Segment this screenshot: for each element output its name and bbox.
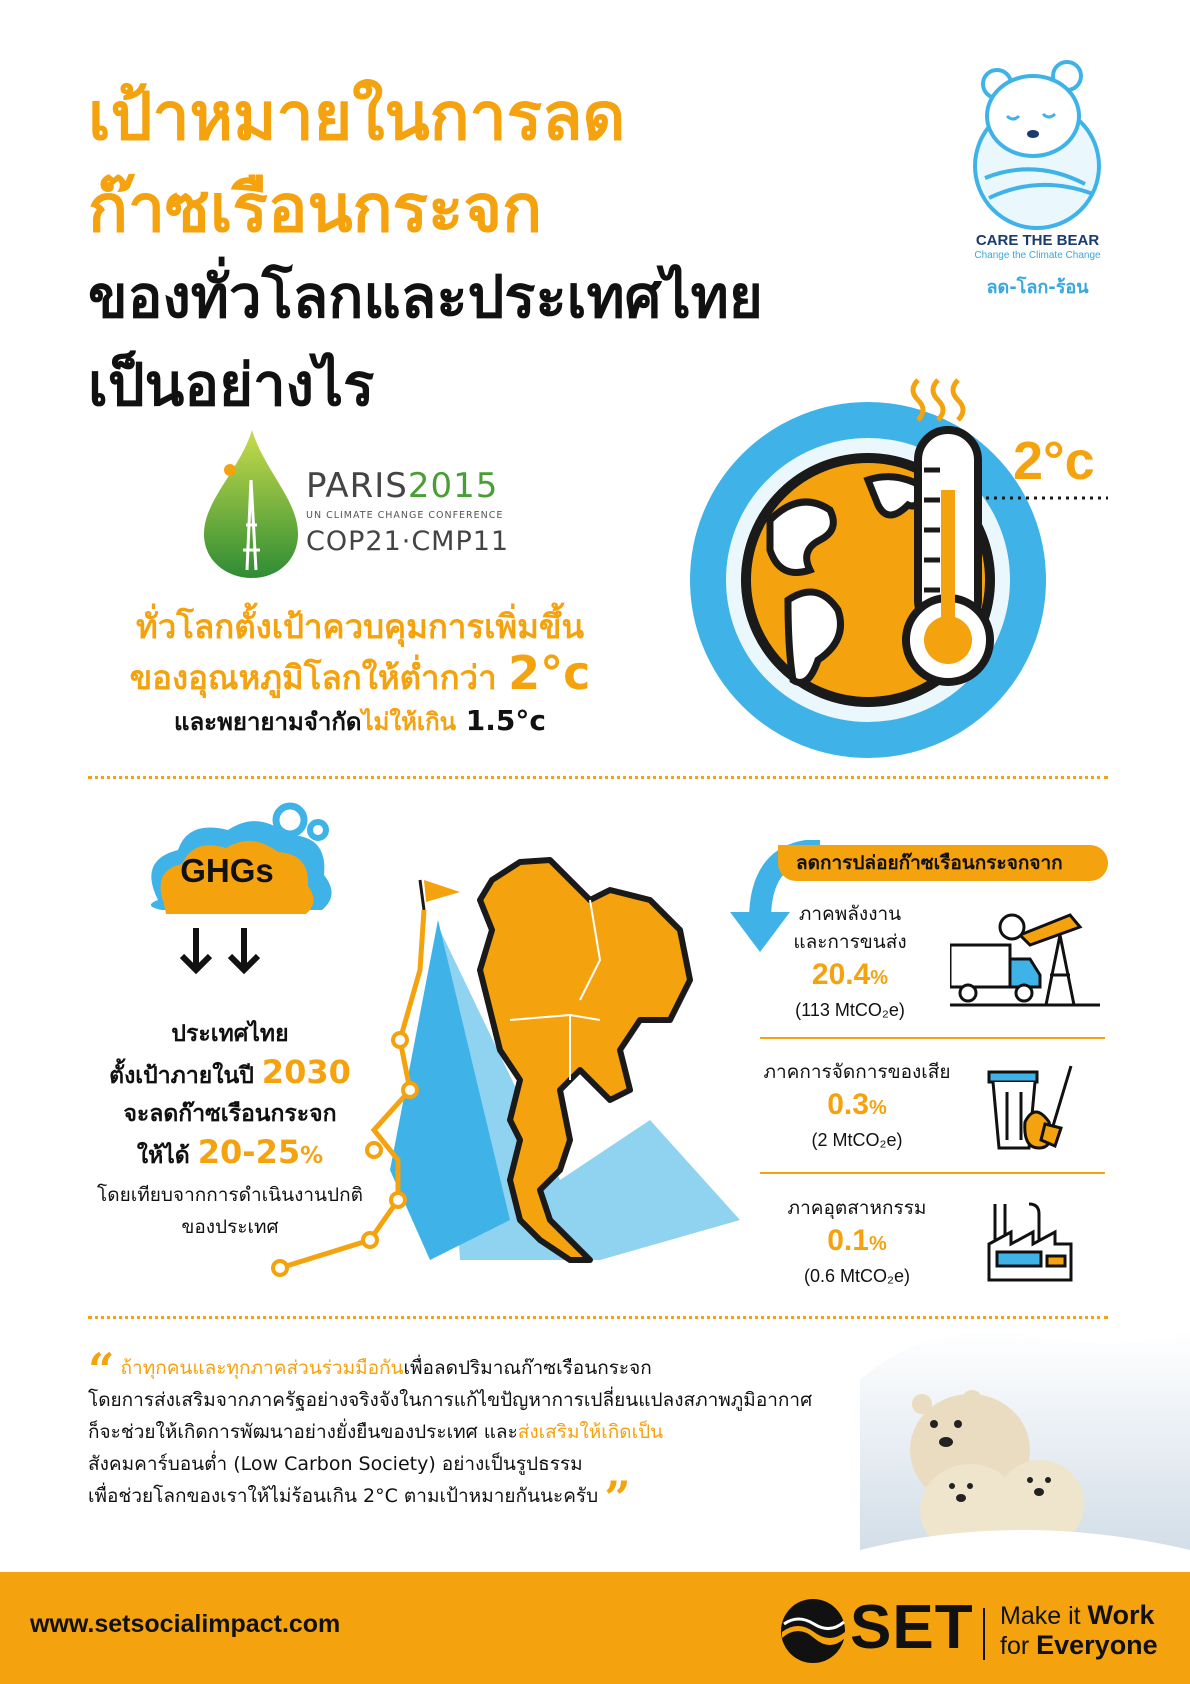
thermometer-2c-label: 2°c: [1013, 431, 1095, 491]
open-quote-icon: “: [88, 1343, 115, 1397]
sector-industry-amount: (0.6 MtCO₂e): [803, 1266, 910, 1286]
global-goal-line-3: และพยายามจำกัดไม่ให้เกิน 1.5°c: [174, 704, 546, 737]
thailand-target-line-1: ประเทศไทย: [171, 1021, 289, 1047]
quote-line-2: โดยการส่งเสริมจากภาครัฐอย่างจริงจังในการแก้ไขปัญหาการเปลี่ยนแปลงสภาพภูมิอากาศ: [88, 1389, 813, 1411]
thailand-target-line-3: จะลดก๊าซเรือนกระจก: [123, 1101, 337, 1127]
thailand-target-note-2: ของประเทศ: [181, 1216, 279, 1238]
sector-waste-name: ภาคการจัดการของเสีย: [763, 1061, 951, 1083]
footer-url-link[interactable]: www.setsocialimpact.com: [30, 1610, 341, 1638]
sector-waste-amount: (2 MtCO₂e): [811, 1130, 903, 1150]
title-line-3: ของทั่วโลกและประเทศไทย: [88, 263, 763, 331]
care-the-bear-thai: ลด-โลก-ร้อน: [986, 277, 1089, 298]
earth-thermometer-icon: [688, 370, 1158, 760]
factory-icon: [985, 1194, 1075, 1290]
sector-energy-pct: 20.4%: [811, 958, 889, 991]
reduction-banner: [778, 845, 1108, 881]
paris-cop: COP21·CMP11: [306, 526, 510, 557]
care-the-bear-tagline: Change the Climate Change: [974, 250, 1101, 261]
trash-bin-shovel-icon: [985, 1062, 1075, 1156]
sector-industry-name: ภาคอุตสาหกรรม: [787, 1197, 927, 1219]
paris-subtitle: UN CLIMATE CHANGE CONFERENCE: [306, 510, 504, 521]
global-goal-line-2: ของอุณหภูมิโลกให้ต่ำกว่า 2°c: [129, 646, 591, 700]
sector-separator: [760, 1172, 1105, 1174]
title-line-4: เป็นอย่างไร: [88, 351, 375, 419]
quote-line-3: ก็จะช่วยให้เกิดการพัฒนาอย่างยั่งยืนของประเทศ และส่งเสริมให้เกิดเป็น: [88, 1421, 664, 1443]
set-logo-text: SET: [850, 1593, 974, 1662]
set-logo-icon: [778, 1596, 848, 1666]
care-the-bear-brand: CARE THE BEAR: [975, 232, 1100, 249]
care-the-bear-logo: [945, 58, 1130, 298]
paris-2015-logo: [200, 430, 520, 590]
leaf-eiffel-icon: [200, 430, 300, 580]
thailand-map-icon: [270, 840, 770, 1280]
sector-energy-name-2: และการขนส่ง: [793, 931, 907, 953]
sector-waste: [752, 1058, 962, 1153]
earth-thermometer-illustration: [688, 370, 1158, 760]
quote-block: [88, 1343, 828, 1525]
paris-title: PARIS2015: [306, 466, 499, 506]
reduction-banner-label: ลดการปล่อยก๊าซเรือนกระจกจาก: [796, 852, 1063, 874]
truck-oil-pump-icon: [950, 905, 1100, 1014]
close-quote-icon: ”: [604, 1471, 631, 1525]
footer-divider: [983, 1608, 985, 1660]
sector-energy: [760, 900, 940, 1023]
quote-line-4: สังคมคาร์บอนต่ำ (Low Carbon Society) อย่างเป็นรูปธรรม: [88, 1453, 583, 1475]
sector-industry: [752, 1194, 962, 1289]
sector-waste-pct: 0.3%: [827, 1088, 887, 1121]
section-divider: [88, 1316, 1108, 1319]
bear-hug-icon: [945, 58, 1130, 233]
slogan-line-1: Make it Work: [1000, 1600, 1155, 1630]
sector-energy-name-1: ภาคพลังงาน: [798, 903, 902, 925]
footer: [0, 1572, 1190, 1684]
sector-separator: [760, 1037, 1105, 1039]
slogan-line-2: for Everyone: [1000, 1630, 1158, 1660]
thailand-target-line-4: ให้ได้ 20-25%: [136, 1133, 324, 1171]
thailand-target-line-2: ตั้งเป้าภายในปี 2030: [109, 1053, 351, 1091]
global-goal-line-1: ทั่วโลกตั้งเป้าควบคุมการเพิ่มขึ้น: [135, 607, 585, 646]
section-divider: [88, 776, 1108, 779]
polar-bears-icon: [860, 1320, 1190, 1570]
sector-energy-amount: (113 MtCO₂e): [795, 1000, 905, 1020]
thailand-map-mountain: [270, 840, 770, 1280]
title-line-1: เป้าหมายในการลด: [88, 78, 626, 155]
quote-line-5: เพื่อช่วยโลกของเราให้ไม่ร้อนเกิน 2°C ตามเป้าหมายกันนะครับ ”: [88, 1471, 631, 1525]
sector-industry-pct: 0.1%: [827, 1224, 887, 1257]
title-line-2: ก๊าซเรือนกระจก: [88, 170, 543, 247]
polar-bears-photo: [860, 1320, 1190, 1570]
global-goal: [40, 604, 680, 742]
thailand-target-note-1: โดยเทียบจากการดำเนินงานปกติ: [97, 1184, 363, 1206]
quote-line-1: “ ถ้าทุกคนและทุกภาคส่วนร่วมมือกันเพื่อลดปริมาณก๊าซเรือนกระจก: [88, 1343, 652, 1397]
ghg-label: GHGs: [180, 852, 274, 889]
